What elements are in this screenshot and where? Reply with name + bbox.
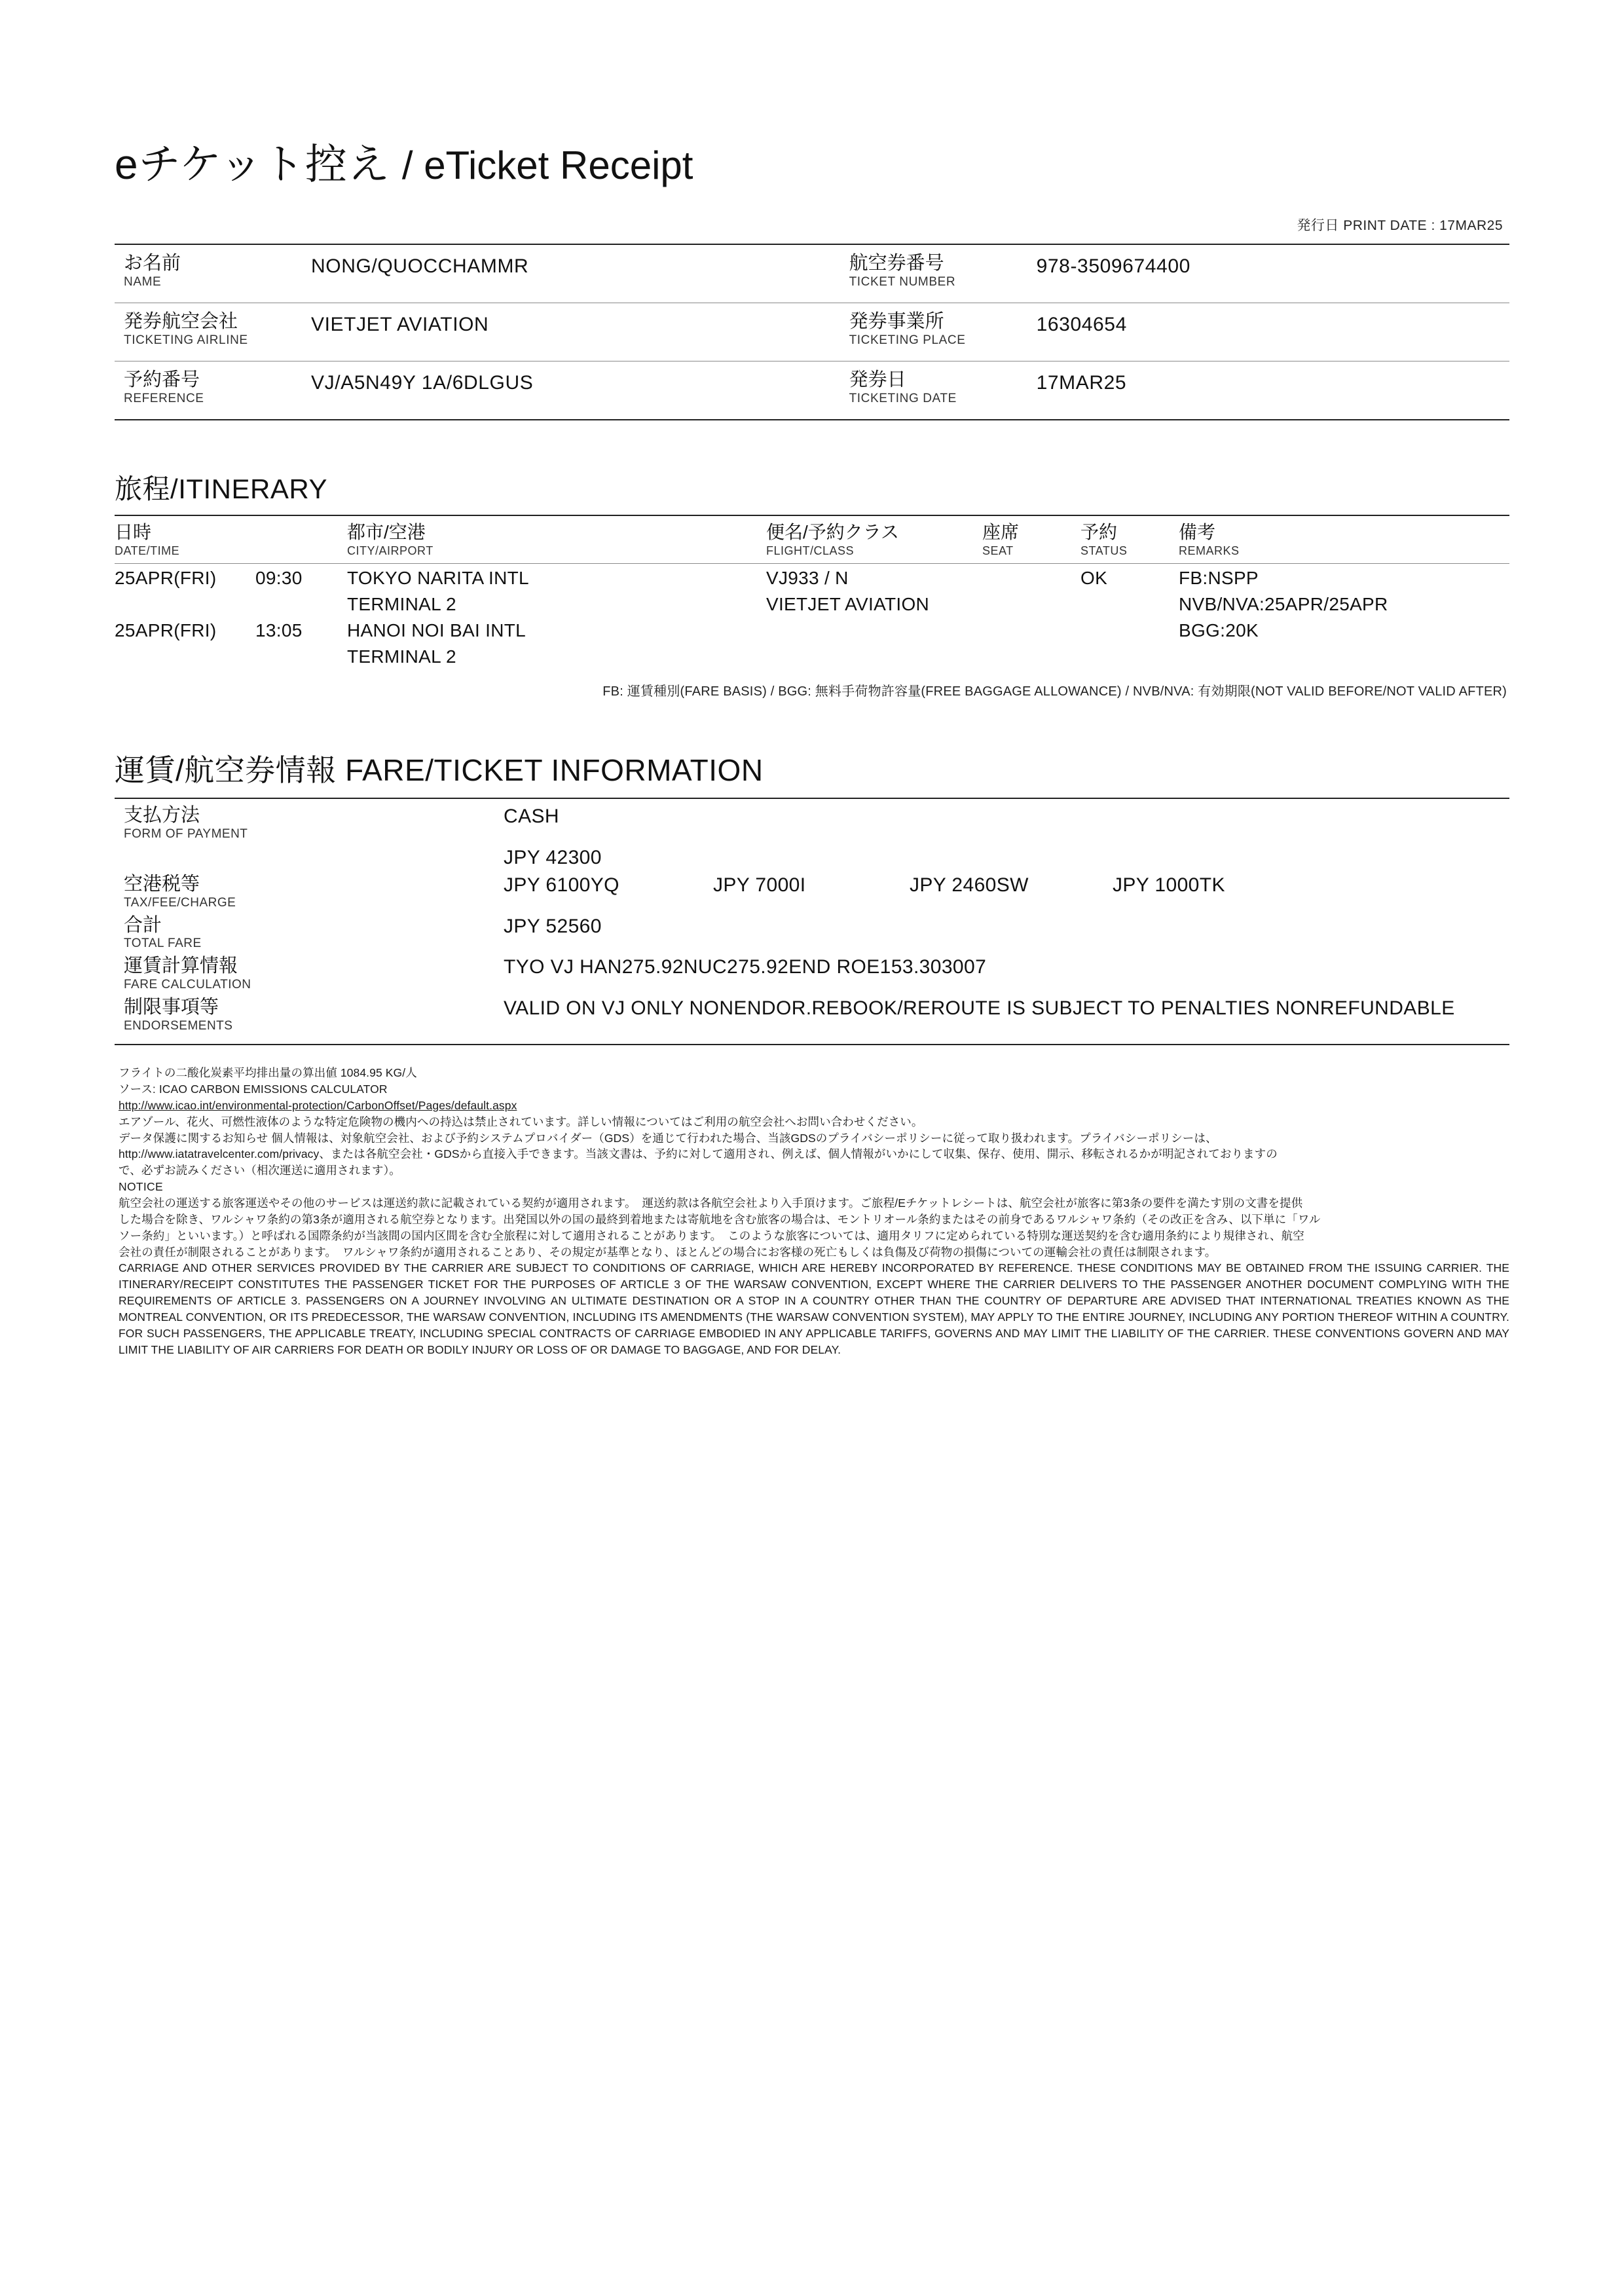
fare-heading-jp: 運賃/航空券情報 (115, 752, 337, 787)
cell-date (115, 642, 255, 669)
info-cell-name (115, 245, 840, 303)
fare-rule (115, 798, 1509, 799)
print-date: 発行日 PRINT DATE : 17MAR25 (1297, 218, 1503, 233)
label-ticketing-place (840, 311, 1037, 348)
column-status-jp: 予約 (1080, 522, 1118, 542)
cell-seat (982, 563, 1080, 590)
label-tax-fee-charge-jp: 空港税等 (124, 873, 200, 895)
cell-date: 25APR(FRI) (115, 620, 217, 640)
fare-bottom-rule (115, 1044, 1509, 1045)
label-tax-fee-charge (115, 872, 504, 913)
value-fare-calculation: TYO VJ HAN275.92NUC275.92END ROE153.303007 (504, 956, 987, 978)
cell-city: HANOI NOI BAI INTL (347, 620, 526, 640)
cell-status (1080, 616, 1179, 642)
table-row (115, 642, 1509, 669)
label-reference-en: REFERENCE (124, 392, 204, 406)
cell-date (115, 590, 255, 616)
info-cell-ticketing-date (840, 361, 1509, 419)
column-remarks (1179, 516, 1509, 563)
passenger-info-table (115, 244, 1509, 420)
cell-city: TERMINAL 2 (347, 593, 456, 614)
conditions-jp-line-4: 会社の責任が制限されることがあります。 ワルシャワ条約が適用されることあり、その規定が基準となり、ほとんどの場合にお客様の死亡もしくは負傷及び荷物の損傷についての運輸会社の責任は制限されます。 (119, 1245, 1217, 1259)
itinerary-heading (115, 468, 1509, 507)
column-date-time-jp: 日時 (115, 522, 152, 542)
info-cell-ticket-number (840, 245, 1509, 303)
cell-seat (982, 590, 1080, 616)
label-ticketing-airline-jp: 発券航空会社 (124, 311, 238, 332)
column-date-time (115, 516, 255, 563)
cell-remarks (1179, 642, 1509, 669)
cell-status (1080, 642, 1179, 669)
label-total-fare (115, 913, 504, 954)
label-ticket-number-jp: 航空券番号 (849, 253, 944, 274)
label-ticketing-airline-en: TICKETING AIRLINE (124, 333, 248, 348)
title-separator: / (401, 143, 413, 187)
document-title (115, 131, 1509, 191)
cell-city: TOKYO NARITA INTL (347, 567, 529, 588)
label-form-of-payment (115, 803, 504, 844)
cell-time: 13:05 (255, 620, 303, 640)
itinerary-heading-en: ITINERARY (178, 473, 327, 504)
itinerary-heading-jp: 旅程 (115, 473, 171, 504)
cell-seat (982, 616, 1080, 642)
fare-row-endorsements (115, 995, 1509, 1036)
notice-label: NOTICE (119, 1180, 163, 1194)
column-seat-en: SEAT (982, 544, 1014, 557)
info-cell-ticketing-place (840, 303, 1509, 361)
tax-item: JPY 6100YQ (504, 874, 619, 896)
title-english (402, 143, 693, 188)
cell-flight: VJ933 / N (766, 567, 849, 588)
table-row (115, 590, 1509, 616)
fare-heading-en: FARE/TICKET INFORMATION (345, 752, 764, 787)
label-total-fare-en: TOTAL FARE (124, 936, 202, 951)
table-row (115, 563, 1509, 590)
source-line: ソース: ICAO CARBON EMISSIONS CALCULATOR (119, 1083, 388, 1096)
cell-city: TERMINAL 2 (347, 646, 456, 667)
label-form-of-payment-jp: 支払方法 (124, 804, 200, 826)
fare-row-taxes (115, 872, 1509, 913)
data-protection-line-1: データ保護に関するお知らせ 個人情報は、対象航空会社、および予約システムプロバイダー（GDS）を通じて行われた場合、当該GDSのプライバシーポリシーに従って取り扱われます。プライバシーポリシーは、 (119, 1131, 1217, 1145)
label-ticketing-place-jp: 発券事業所 (849, 311, 944, 332)
cell-remarks: BGG:20K (1179, 620, 1259, 640)
conditions-en-paragraph: CARRIAGE AND OTHER SERVICES PROVIDED BY THE CARRIER ARE SUBJECT TO CONDITIONS OF CARRIAGE, WHICH ARE HEREBY INCORPORATED BY REFERENCE. THESE CONDITIONS MAY BE OBTAINED FROM THE ISSUING CARRIER. THE ITINERARY/RECEIPT CONSTITUTES THE PASSENGER TICKET FOR THE PURPOSES OF ARTICLE 3 OF THE WARSAW CONVENTION, EXCEPT WHERE THE CARRIER DELIVERS TO THE PASSENGER ANOTHER DOCUMENT COMPLYING WITH THE REQUIREMENTS OF ARTICLE 3. PASSENGERS ON A JOURNEY INVOLVING AN ULTIMATE DESTINATION OR A STOP IN A COUNTRY OTHER THAN THE COUNTRY OF DEPARTURE ARE ADVISED THAT INTERNATIONAL TREATIES KNOWN AS THE MONTREAL CONVENTION, OR ITS PREDECESSOR, THE WARSAW CONVENTION, INCLUDING ITS AMENDMENTS (THE WARSAW CONVENTION SYSTEM), MAY APPLY TO THE ENTIRE JOURNEY, INCLUDING ANY PORTION THEREOF WITHIN A COUNTRY. FOR SUCH PASSENGERS, THE APPLICABLE TREATY, INCLUDING SPECIAL CONTRACTS OF CARRIAGE EMBODIED IN ANY APPLICABLE TARIFFS, GOVERNS AND MAY LIMIT THE LIABILITY OF THE CARRIER. THESE CONVENTIONS GOVERN AND MAY LIMIT THE LIABILITY OF AIR CARRIERS FOR DEATH OR BODILY INJURY OR LOSS OF OR DAMAGE TO BAGGAGE, AND FOR DELAY. (119, 1261, 1509, 1356)
info-cell-reference (115, 361, 840, 419)
notice-block (115, 1065, 1509, 1358)
label-name (115, 253, 311, 289)
tax-item: JPY 1000TK (1113, 874, 1225, 896)
label-name-en: NAME (124, 275, 162, 289)
cell-time (255, 642, 347, 669)
column-city-airport-jp: 都市/空港 (347, 522, 426, 542)
value-ticket-number: 978-3509674400 (1036, 255, 1190, 277)
cell-flight (766, 642, 982, 669)
data-protection-line-2: http://www.iatatravelcenter.com/privacy、または各航空会社・GDSから直接入手できます。当該文書は、予約に対して適用され、例えば、個人情報がいかにして収集、保存、使用、開示、移転されるかが明記されておりますの (119, 1147, 1278, 1161)
cell-status: OK (1080, 567, 1108, 588)
column-city-airport-en: CITY/AIRPORT (347, 544, 434, 557)
cell-status (1080, 590, 1179, 616)
cell-flight (766, 616, 982, 642)
value-base-fare: JPY 42300 (504, 846, 602, 868)
label-tax-fee-charge-en: TAX/FEE/CHARGE (124, 895, 236, 910)
title-japanese: eチケット控え (115, 141, 390, 188)
cell-remarks: FB:NSPP (1179, 567, 1259, 588)
label-ticketing-place-en: TICKETING PLACE (849, 333, 966, 348)
carbon-offset-link[interactable]: http://www.icao.int/environmental-protection/CarbonOffset/Pages/default.aspx (119, 1098, 517, 1112)
title-english-text: eTicket Receipt (424, 143, 693, 187)
column-flight-class-jp: 便名/予約クラス (766, 522, 899, 542)
data-protection-line-3: で、必ずお読みください（相次運送に適用されます）。 (119, 1164, 401, 1177)
co2-line: フライトの二酸化炭素平均排出量の算出値 1084.95 KG/人 (119, 1066, 417, 1080)
cell-time: 09:30 (255, 567, 303, 588)
cell-flight: VIETJET AVIATION (766, 593, 930, 614)
cell-remarks: NVB/NVA:25APR/25APR (1179, 593, 1388, 614)
conditions-jp-line-3: ソー条約」といいます。）と呼ばれる国際条約が当該間の国内区間を含む全旅程に対して適用されることがあります。 このような旅客については、適用タリフに定められている特別な運送契約を含む適用条約により規律され、航空 (119, 1229, 1304, 1242)
label-endorsements-en: ENDORSEMENTS (124, 1019, 233, 1033)
fare-heading (115, 747, 1509, 790)
info-cell-ticketing-airline (115, 303, 840, 361)
label-base-fare (115, 844, 504, 872)
cell-time (255, 590, 347, 616)
value-form-of-payment: CASH (504, 805, 559, 827)
label-ticket-number (840, 253, 1037, 289)
itinerary-table (115, 516, 1509, 669)
tax-item: JPY 2460SW (910, 874, 1029, 896)
conditions-jp-line-1: 航空会社の運送する旅客運送やその他のサービスは運送約款に記載されている契約が適用されます。 運送約款は各航空会社より入手頂けます。ご旅程/Eチケットレシートは、航空会社が旅客に第3条の要件を満たす別の文書を提供 (119, 1196, 1303, 1210)
value-reference: VJ/A5N49Y 1A/6DLGUS (311, 372, 534, 394)
cell-seat (982, 642, 1080, 669)
column-flight-class-en: FLIGHT/CLASS (766, 544, 855, 557)
value-ticketing-date: 17MAR25 (1036, 372, 1127, 394)
info-row-name (115, 245, 1509, 303)
value-total-fare: JPY 52560 (504, 915, 602, 937)
cell-date: 25APR(FRI) (115, 567, 217, 588)
label-ticketing-date-jp: 発券日 (849, 369, 906, 390)
column-seat (982, 516, 1080, 563)
column-status-en: STATUS (1080, 544, 1128, 557)
dangerous-goods-line: エアゾール、花火、可燃性液体のような特定危険物の機内への持込は禁止されています。詳しい情報についてはご利用の航空会社へお問い合わせください。 (119, 1115, 923, 1128)
label-ticketing-airline (115, 311, 311, 348)
conditions-jp-line-2: した場合を除き、ワルシャワ条約の第3条が適用される航空券となります。出発国以外の国の最終到着地または寄航地を含む旅客の場合は、モントリオール条約またはその前身であるワルシャワ条約（その改正を含み、以下単に「ワル (119, 1212, 1321, 1226)
label-total-fare-jp: 合計 (124, 914, 162, 936)
fare-row-form-of-payment (115, 803, 1509, 844)
value-taxes (504, 872, 1509, 913)
column-remarks-jp: 備考 (1179, 522, 1216, 542)
value-passenger-name: NONG/QUOCCHAMMR (311, 255, 529, 277)
column-seat-jp: 座席 (982, 522, 1020, 542)
fare-row-total (115, 913, 1509, 954)
label-endorsements (115, 995, 504, 1036)
info-row-reference (115, 361, 1509, 419)
column-status (1080, 516, 1179, 563)
label-reference-jp: 予約番号 (124, 369, 200, 390)
column-city-airport (347, 516, 766, 563)
fare-table (115, 803, 1509, 1036)
label-form-of-payment-en: FORM OF PAYMENT (124, 826, 248, 841)
tax-list (504, 874, 1509, 897)
value-ticketing-place: 16304654 (1036, 314, 1127, 335)
label-ticket-number-en: TICKET NUMBER (849, 275, 956, 289)
fare-row-calculation (115, 954, 1509, 995)
value-ticketing-airline: VIETJET AVIATION (311, 314, 489, 335)
label-endorsements-jp: 制限事項等 (124, 997, 219, 1018)
label-fare-calculation-en: FARE CALCULATION (124, 978, 251, 992)
column-remarks-en: REMARKS (1179, 544, 1240, 557)
label-fare-calculation-jp: 運賃計算情報 (124, 955, 238, 977)
column-date-time-en: DATE/TIME (115, 544, 180, 557)
table-row (115, 616, 1509, 642)
itinerary-legend: FB: 運賃種別(FARE BASIS) / BGG: 無料手荷物許容量(FREE BAGGAGE ALLOWANCE) / NVB/NVA: 有効期限(NOT VALID BEFORE/NOT VALID AFTER) (602, 684, 1507, 699)
info-row-airline (115, 303, 1509, 361)
tax-item: JPY 7000I (713, 874, 806, 896)
column-flight-class (766, 516, 982, 563)
fare-row-base-fare (115, 844, 1509, 872)
label-fare-calculation (115, 954, 504, 995)
label-ticketing-date-en: TICKETING DATE (849, 392, 957, 406)
itinerary-header-row (115, 516, 1509, 563)
column-time-spacer (255, 516, 347, 563)
label-reference (115, 369, 311, 406)
label-ticketing-date (840, 369, 1037, 406)
label-name-jp: お名前 (124, 253, 181, 274)
value-endorsements: VALID ON VJ ONLY NONENDOR.REBOOK/REROUTE IS SUBJECT TO PENALTIES NONREFUNDABLE (504, 997, 1455, 1020)
itinerary-heading-sep: / (170, 473, 179, 504)
